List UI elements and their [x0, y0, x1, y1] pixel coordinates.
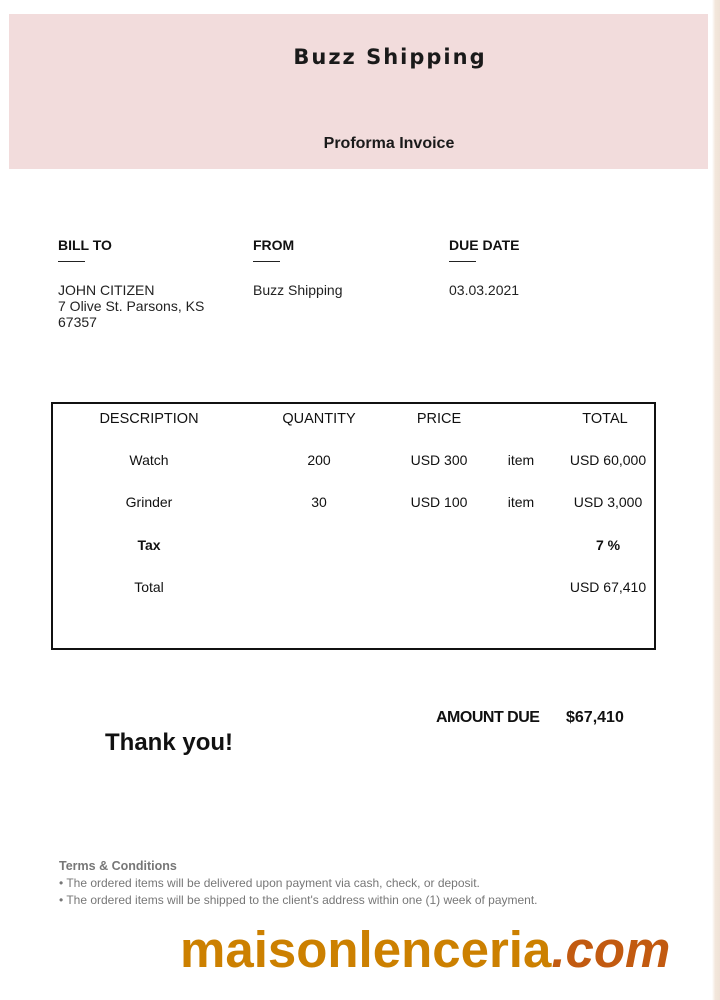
tax-value: 7 % [595, 537, 621, 553]
row-2-total: USD 3,000 [573, 494, 643, 510]
items-table [51, 402, 656, 650]
row-1-quantity: 200 [307, 452, 331, 468]
amount-due-value: $67,410 [566, 709, 624, 726]
due-date-value: 03.03.2021 [449, 282, 520, 298]
thank-you-message: Thank you! [105, 729, 234, 756]
terms-section [59, 858, 538, 909]
bill-to-label: BILL TO [58, 237, 112, 253]
row-2-unit: item [507, 494, 535, 510]
bill-to-address-line1: 7 Olive St. Parsons, KS [58, 298, 205, 314]
col-header-quantity: QUANTITY [282, 411, 356, 427]
col-header-price: PRICE [416, 411, 462, 427]
from-section [253, 237, 343, 298]
due-date-section [449, 237, 520, 298]
row-1-total: USD 60,000 [569, 452, 647, 468]
row-1-unit: item [507, 452, 535, 468]
from-value: Buzz Shipping [253, 282, 343, 298]
page-edge [712, 0, 720, 1000]
document-type: Proforma Invoice [323, 135, 455, 152]
row-2-price: USD 100 [410, 494, 468, 510]
from-label: FROM [253, 237, 295, 253]
from-rule [253, 261, 280, 262]
terms-title: Terms & Conditions [59, 859, 177, 873]
terms-item: • The ordered items will be shipped to the client's address within one (1) week of payment. [59, 893, 538, 907]
row-1-description: Watch [129, 452, 169, 468]
bill-to-name: JOHN CITIZEN [58, 282, 155, 298]
grand-total-value: USD 67,410 [569, 579, 647, 595]
amount-due-label: AMOUNT DUE [436, 709, 540, 726]
due-date-label: DUE DATE [449, 237, 520, 253]
watermark-name: maisonlenceria [180, 921, 552, 978]
watermark-tld: .com [551, 921, 671, 978]
watermark [180, 920, 670, 979]
col-header-description: DESCRIPTION [99, 411, 199, 427]
row-2-quantity: 30 [311, 494, 327, 510]
bill-to-rule [58, 261, 85, 262]
bill-to-section [58, 237, 204, 330]
bill-to-address-line2: 67357 [58, 314, 97, 330]
company-name: Buzz Shipping [293, 45, 487, 69]
grand-total-label: Total [134, 579, 164, 595]
row-2-description: Grinder [125, 494, 173, 510]
terms-item: • The ordered items will be delivered upon payment via cash, check, or deposit. [59, 876, 480, 890]
tax-label: Tax [137, 537, 161, 553]
col-header-total: TOTAL [582, 411, 628, 427]
due-date-rule [449, 261, 476, 262]
row-1-price: USD 300 [410, 452, 468, 468]
